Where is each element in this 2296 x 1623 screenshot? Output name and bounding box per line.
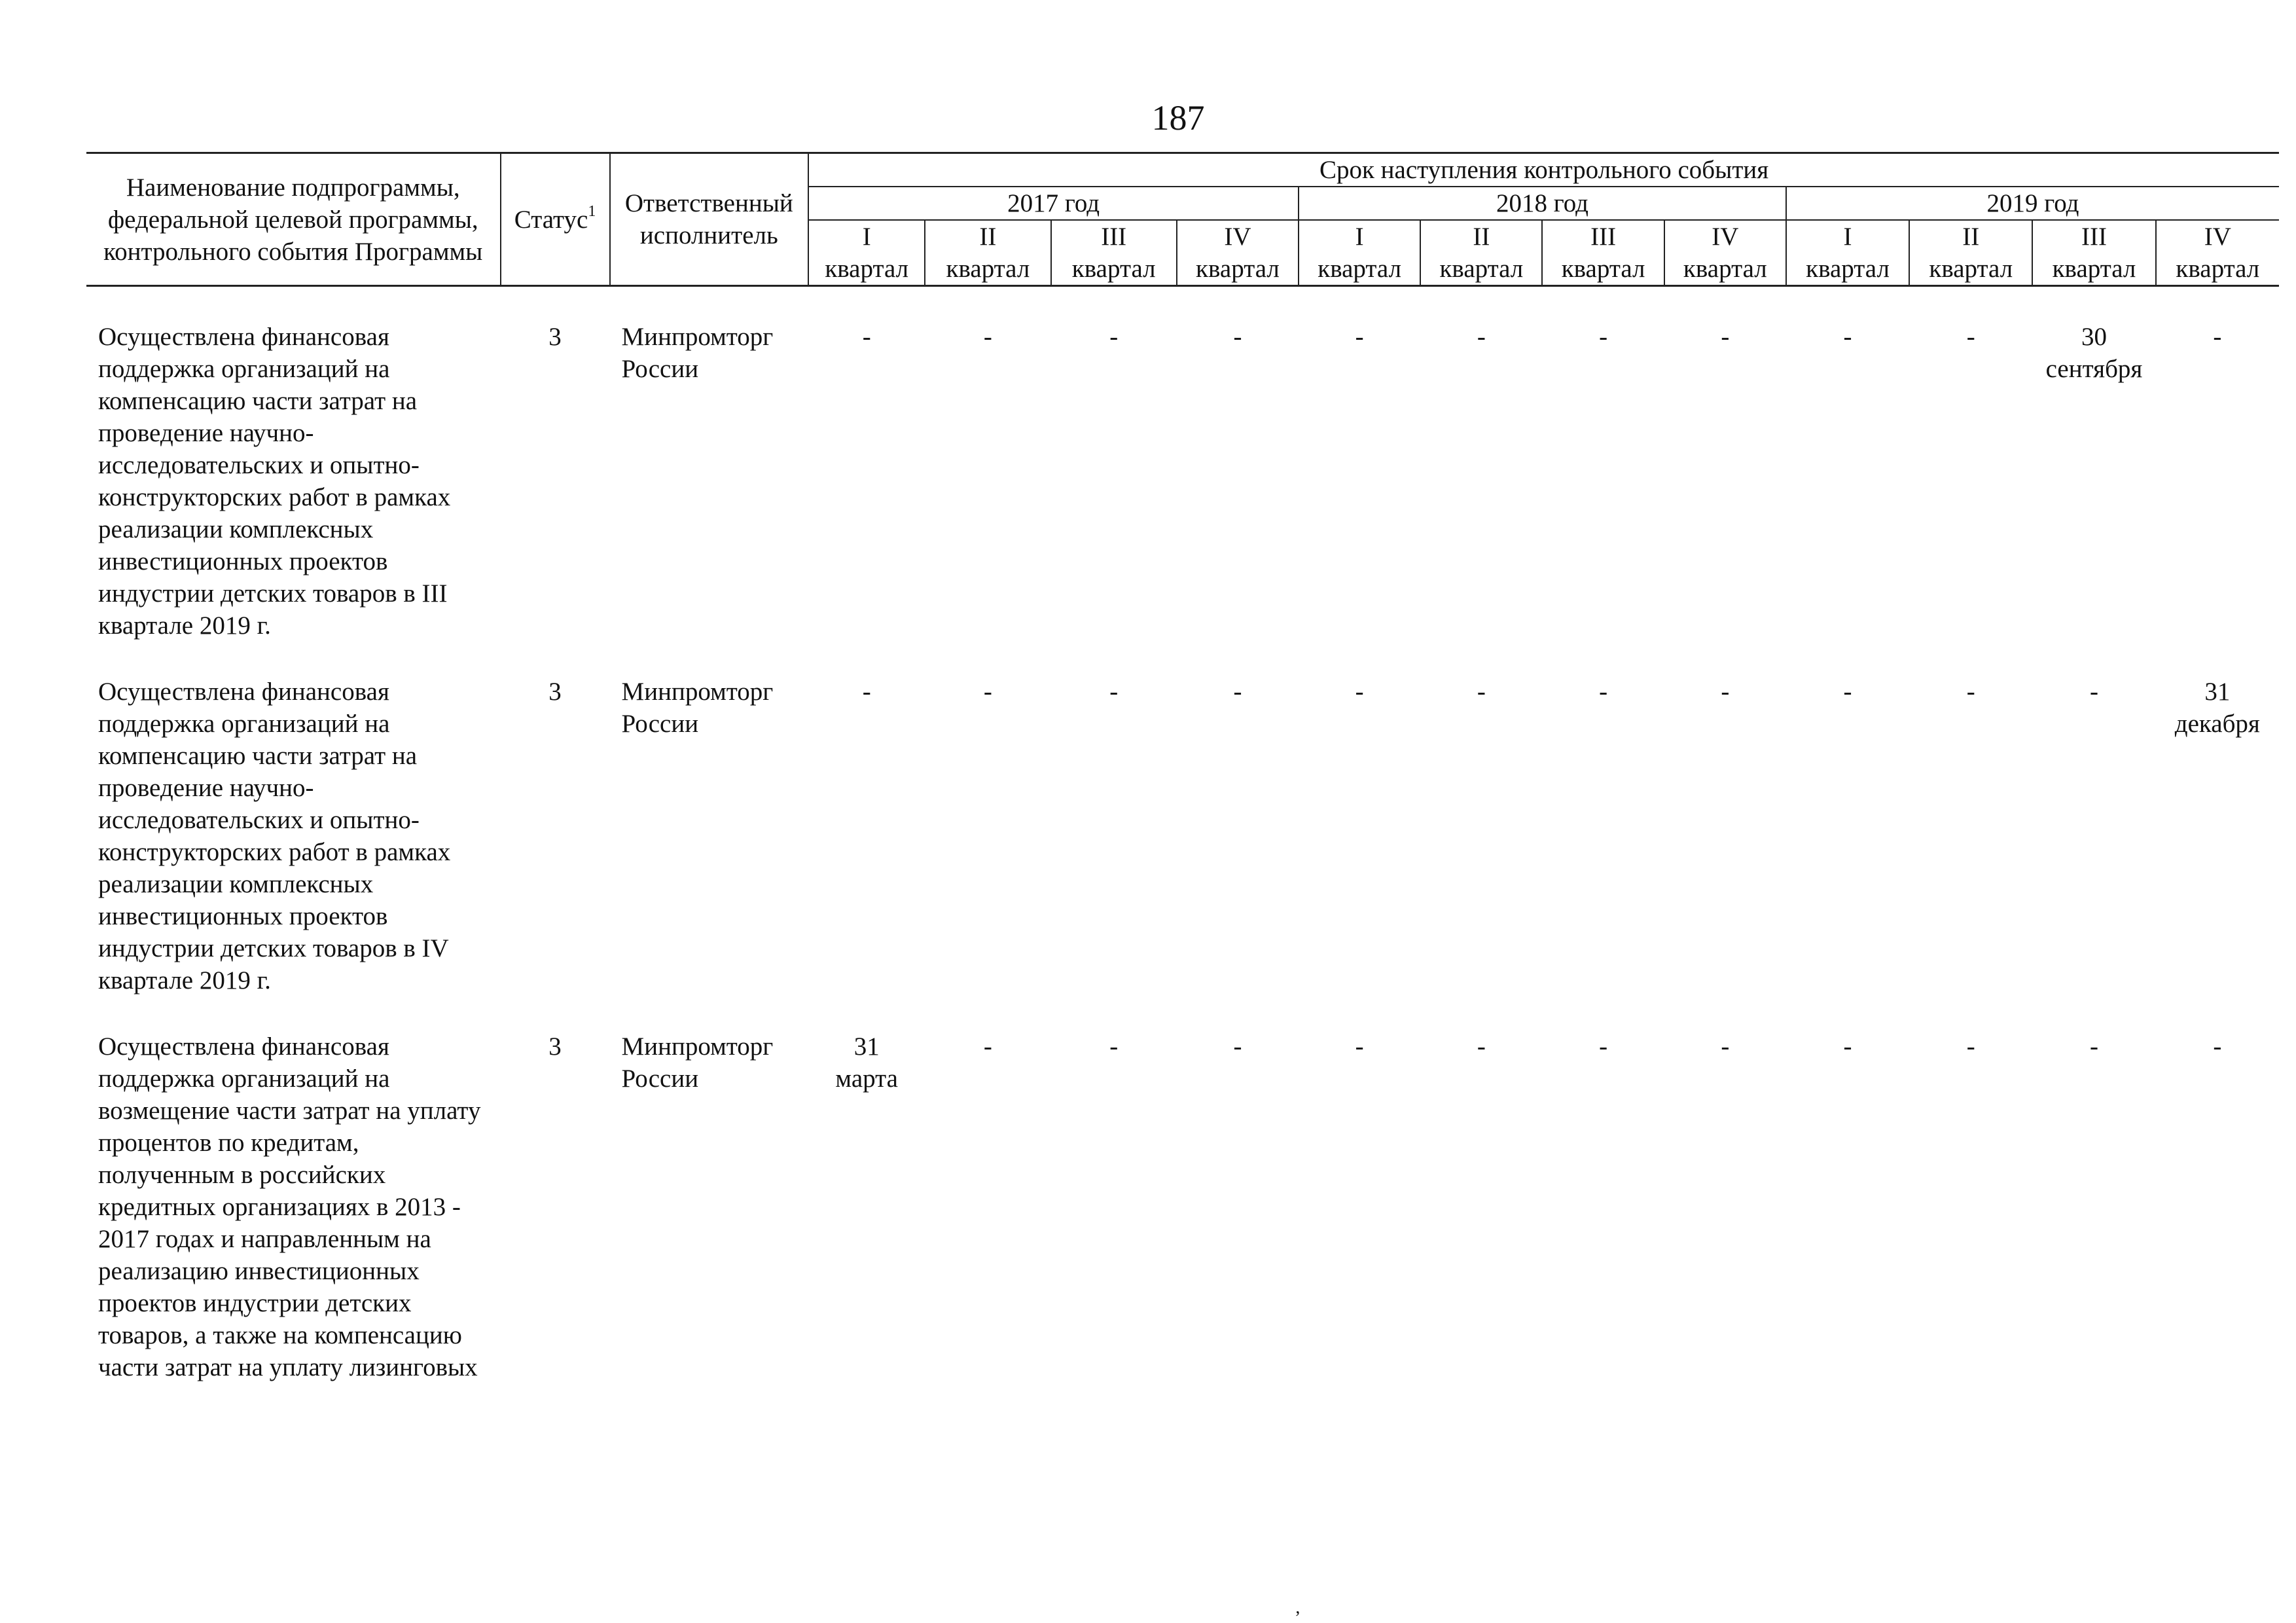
- quarter-word: квартал: [1420, 253, 1542, 286]
- quarter-word: квартал: [2032, 253, 2155, 286]
- quarter-deadline-cell: -: [983, 323, 992, 351]
- quarter-deadline-cell: -: [1233, 678, 1242, 706]
- name-column-header: Наименование подпрограммы, федеральной целевой программы, контрольного события Программы: [86, 153, 501, 286]
- responsible-header-line1: Ответственный: [624, 189, 793, 217]
- event-name-cell: Осуществлена финансовая поддержка организаций на компенсацию части затрат на проведение научно-исследовательских и опытно-конструкторских работ в рамках реализации комплексных инвестиционных проектов индустрии детских товаров в IV квартале 2019 г.: [98, 678, 451, 994]
- quarter-numeral: III: [1051, 220, 1177, 253]
- quarter-deadline-cell: -: [2213, 323, 2222, 351]
- quarter-numeral: II: [1420, 220, 1542, 253]
- quarter-deadline-cell: 31 декабря: [2174, 678, 2260, 738]
- quarter-numeral: IV: [2156, 220, 2279, 253]
- quarter-word: квартал: [1299, 253, 1420, 286]
- quarter-numeral: I: [1786, 220, 1909, 253]
- event-name-cell: Осуществлена финансовая поддержка организаций на компенсацию части затрат на проведение научно-исследовательских и опытно-конструкторских работ в рамках реализации комплексных инвестиционных проектов индустрии детских товаров в III квартале 2019 г.: [98, 323, 451, 640]
- quarter-deadline-cell: 30 сентября: [2045, 323, 2143, 383]
- control-events-table: [86, 152, 2279, 1383]
- responsible-column-header: [610, 153, 809, 286]
- quarter-deadline-cell: -: [1355, 678, 1364, 706]
- quarter-numeral: III: [1542, 220, 1664, 253]
- quarter-word: квартал: [1786, 253, 1909, 286]
- quarter-deadline-cell: -: [1966, 323, 1975, 351]
- quarter-numeral: IV: [1664, 220, 1786, 253]
- quarter-numeral: II: [1909, 220, 2032, 253]
- status-header-label: Статус: [514, 205, 588, 234]
- quarter-deadline-cell: -: [1599, 323, 1608, 351]
- table-header: [86, 153, 2279, 286]
- quarter-word: квартал: [808, 253, 925, 286]
- responsible-header-line2: исполнитель: [639, 221, 778, 249]
- quarter-deadline-cell: -: [1966, 678, 1975, 706]
- status-cell: 3: [548, 678, 562, 706]
- quarter-deadline-cell: -: [1721, 678, 1730, 706]
- status-cell: 3: [548, 323, 562, 351]
- quarter-deadline-cell: -: [862, 323, 871, 351]
- quarter-numeral: I: [1299, 220, 1420, 253]
- quarter-deadline-cell: -: [2213, 1032, 2222, 1061]
- quarter-deadline-cell: -: [983, 1032, 992, 1061]
- table-body: [86, 286, 2279, 1384]
- quarter-numeral: IV: [1177, 220, 1299, 253]
- quarter-word: квартал: [1177, 253, 1299, 286]
- quarter-deadline-cell: -: [1843, 678, 1852, 706]
- quarter-word: квартал: [925, 253, 1050, 286]
- quarter-deadline-cell: -: [1477, 678, 1486, 706]
- responsible-cell: Минпромторг России: [621, 323, 774, 383]
- year-header-2017: 2017 год: [808, 187, 1299, 220]
- quarter-deadline-cell: -: [1477, 323, 1486, 351]
- quarter-numeral: II: [925, 220, 1050, 253]
- responsible-cell: Минпромторг России: [621, 678, 774, 738]
- quarter-deadline-cell: -: [1843, 323, 1852, 351]
- quarter-deadline-cell: -: [1109, 1032, 1119, 1061]
- quarter-deadline-cell: -: [1233, 323, 1242, 351]
- quarter-word: квартал: [1909, 253, 2032, 286]
- deadline-group-header: Срок наступления контрольного события: [808, 153, 2279, 187]
- quarter-deadline-cell: -: [1721, 1032, 1730, 1061]
- quarter-deadline-cell: -: [1477, 1032, 1486, 1061]
- table-row: [86, 996, 2279, 1383]
- quarter-word: квартал: [1542, 253, 1664, 286]
- event-name-cell: Осуществлена финансовая поддержка организаций на возмещение части затрат на уплату процентов по кредитам, полученным в российских кредитных организациях в 2013 - 2017 годах и направленным на реализацию инвестиционных проектов индустрии детских товаров, а также на компенсацию части затрат на уплату лизинговых: [98, 1032, 481, 1381]
- status-footnote-marker: 1: [588, 202, 596, 220]
- quarter-deadline-cell: -: [1721, 323, 1730, 351]
- quarter-deadline-cell: -: [1966, 1032, 1975, 1061]
- stray-mark: ‚: [1295, 1597, 1301, 1618]
- table-row: [86, 642, 2279, 996]
- status-column-header: [501, 153, 610, 286]
- table-row: [86, 286, 2279, 642]
- quarter-deadline-cell: -: [1355, 323, 1364, 351]
- quarter-deadline-cell: -: [1355, 1032, 1364, 1061]
- quarter-deadline-cell: -: [1109, 678, 1119, 706]
- quarter-deadline-cell: -: [1109, 323, 1119, 351]
- quarter-numeral: III: [2032, 220, 2155, 253]
- quarter-deadline-cell: -: [2090, 1032, 2098, 1061]
- year-header-2018: 2018 год: [1299, 187, 1786, 220]
- year-header-2019: 2019 год: [1786, 187, 2279, 220]
- quarter-word: квартал: [1664, 253, 1786, 286]
- quarter-numeral: I: [808, 220, 925, 253]
- quarter-word: квартал: [1051, 253, 1177, 286]
- quarter-deadline-cell: -: [1843, 1032, 1852, 1061]
- status-cell: 3: [548, 1032, 562, 1061]
- quarter-deadline-cell: -: [1233, 1032, 1242, 1061]
- quarter-deadline-cell: -: [983, 678, 992, 706]
- page-number: 187: [1151, 98, 1205, 137]
- quarter-deadline-cell: -: [2090, 678, 2098, 706]
- quarter-deadline-cell: -: [862, 678, 871, 706]
- quarter-deadline-cell: 31 марта: [835, 1032, 898, 1093]
- quarter-word: квартал: [2156, 253, 2279, 286]
- quarter-deadline-cell: -: [1599, 678, 1608, 706]
- responsible-cell: Минпромторг России: [621, 1032, 774, 1093]
- quarter-deadline-cell: -: [1599, 1032, 1608, 1061]
